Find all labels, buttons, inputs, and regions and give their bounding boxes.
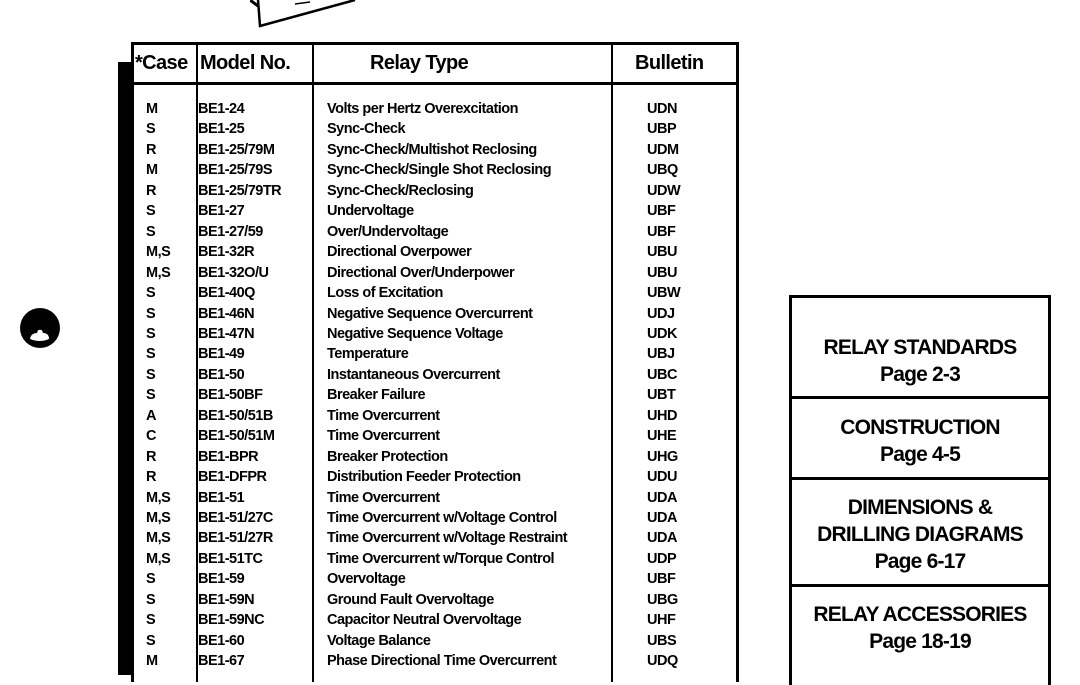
model-cell: BE1-24	[198, 101, 245, 117]
relay-type-cell: Distribution Feeder Protection	[327, 469, 521, 486]
bulletin-cell: UBW	[647, 285, 681, 302]
bulletin-cell: UBF	[647, 223, 676, 240]
relay-type-cell: Time Overcurrent w/Voltage Restraint	[327, 530, 568, 547]
case-cell: S	[146, 632, 156, 649]
table-row	[134, 203, 736, 223]
model-cell: BE1-51TC	[198, 550, 263, 567]
table-row	[134, 285, 736, 305]
model-cell: BE1-51/27C	[198, 510, 273, 526]
case-cell: S	[146, 285, 156, 302]
section-index-panel	[789, 295, 1051, 685]
relay-type-cell: Time Overcurrent w/Torque Control	[327, 550, 555, 567]
relay-type-cell: Time Overcurrent	[327, 428, 440, 445]
model-cell: BE1-27	[198, 203, 245, 220]
relay-type-cell: Time Overcurrent w/Voltage Control	[327, 510, 557, 526]
relay-type-cell: Sync-Check/Reclosing	[327, 182, 474, 199]
bulletin-cell: UBQ	[647, 162, 678, 179]
bulletin-cell: UHF	[647, 612, 676, 629]
model-cell: BE1-46N	[198, 305, 255, 322]
table-row	[134, 101, 736, 121]
table-row	[134, 551, 736, 571]
relay-type-cell: Time Overcurrent	[327, 407, 440, 424]
section-page: Page 2-3	[880, 363, 960, 386]
bulletin-cell: UDA	[647, 510, 677, 526]
table-row	[134, 162, 736, 182]
relay-type-cell: Sync-Check/Multishot Reclosing	[327, 141, 537, 158]
bulletin-cell: UBF	[647, 571, 676, 588]
section-divider	[792, 396, 1048, 399]
case-cell: S	[146, 203, 156, 220]
section-title: RELAY STANDARDS	[823, 336, 1017, 359]
table-row	[134, 346, 736, 366]
model-cell: BE1-32O/U	[198, 264, 269, 281]
model-cell: BE1-40Q	[198, 285, 255, 302]
table-row	[134, 408, 736, 428]
table-row	[134, 633, 736, 653]
model-cell: BE1-50BF	[198, 387, 263, 404]
section-relay-accessories[interactable]	[792, 601, 1048, 655]
relay-type-cell: Instantaneous Overcurrent	[327, 366, 500, 383]
model-cell: BE1-51	[198, 489, 245, 506]
model-cell: BE1-59N	[198, 591, 255, 608]
relay-type-cell: Negative Sequence Overcurrent	[327, 305, 533, 322]
table-row	[134, 183, 736, 203]
case-cell: M	[146, 653, 158, 670]
bulletin-cell: UDQ	[647, 653, 678, 670]
relay-type-cell: Over/Undervoltage	[327, 223, 449, 240]
header-model: Model No.	[200, 52, 291, 74]
case-cell: S	[146, 325, 156, 342]
relay-table	[131, 42, 739, 682]
bulletin-cell: UDM	[647, 141, 679, 158]
relay-type-cell: Time Overcurrent	[327, 489, 440, 506]
case-cell: R	[146, 469, 156, 486]
left-edge-bar	[118, 62, 132, 675]
model-cell: BE1-60	[198, 632, 245, 649]
table-row	[134, 469, 736, 489]
bulletin-cell: UBS	[647, 632, 677, 649]
relay-type-cell: Negative Sequence Voltage	[327, 325, 503, 342]
table-row	[134, 612, 736, 632]
table-row	[134, 653, 736, 673]
bulletin-cell: UDW	[647, 182, 681, 199]
relay-type-cell: Capacitor Neutral Overvoltage	[327, 612, 522, 629]
bulletin-cell: UDN	[647, 101, 677, 117]
model-cell: BE1-50/51M	[198, 428, 275, 445]
relay-type-cell: Breaker Failure	[327, 387, 426, 404]
bulletin-cell: UBJ	[647, 346, 675, 363]
model-cell: BE1-32R	[198, 244, 255, 261]
section-title: CONSTRUCTION	[840, 416, 1000, 439]
header-bulletin: Bulletin	[635, 52, 704, 74]
table-row	[134, 387, 736, 407]
bulletin-cell: UDK	[647, 325, 677, 342]
bulletin-cell: UDJ	[647, 305, 675, 322]
case-cell: S	[146, 346, 156, 363]
table-row	[134, 265, 736, 285]
model-cell: BE1-47N	[198, 325, 255, 342]
bulletin-cell: UHG	[647, 448, 678, 465]
model-cell: BE1-25/79TR	[198, 182, 282, 199]
relay-type-cell: Temperature	[327, 346, 409, 363]
relay-type-cell: Voltage Balance	[327, 632, 431, 649]
table-row	[134, 367, 736, 387]
section-title: RELAY ACCESSORIES	[813, 603, 1027, 626]
relay-type-cell: Undervoltage	[327, 203, 414, 220]
model-cell: BE1-25	[198, 121, 245, 138]
relay-type-cell: Sync-Check/Single Shot Reclosing	[327, 162, 552, 179]
case-cell: S	[146, 223, 156, 240]
relay-type-cell: Loss of Excitation	[327, 285, 443, 302]
model-cell: BE1-50	[198, 366, 245, 383]
relay-type-cell: Sync-Check	[327, 121, 406, 138]
model-cell: BE1-25/79M	[198, 141, 275, 158]
section-dimensions[interactable]	[792, 494, 1048, 575]
bulletin-cell: UDU	[647, 469, 677, 486]
section-page: Page 4-5	[880, 443, 960, 466]
case-cell: M,S	[146, 530, 171, 547]
table-row	[134, 121, 736, 141]
model-cell: BE1-59	[198, 571, 245, 588]
bulletin-cell: UDA	[647, 530, 677, 547]
case-cell: S	[146, 121, 156, 138]
binder-hole-icon	[19, 307, 61, 349]
case-cell: M,S	[146, 510, 171, 526]
case-cell: M,S	[146, 244, 171, 261]
case-cell: M,S	[146, 264, 171, 281]
case-cell: R	[146, 182, 156, 199]
model-cell: BE1-59NC	[198, 612, 265, 629]
model-cell: BE1-67	[198, 653, 245, 670]
bulletin-cell: UBC	[647, 366, 677, 383]
bulletin-cell: UBT	[647, 387, 676, 404]
relay-type-cell: Ground Fault Overvoltage	[327, 591, 494, 608]
bulletin-cell: UDA	[647, 489, 677, 506]
table-row	[134, 326, 736, 346]
case-cell: S	[146, 305, 156, 322]
case-cell: M	[146, 101, 158, 117]
header-case: *Case	[135, 52, 188, 74]
table-row	[134, 428, 736, 448]
bulletin-cell: UBG	[647, 591, 678, 608]
case-cell: S	[146, 571, 156, 588]
model-cell: BE1-50/51B	[198, 407, 273, 424]
section-title-line2: DRILLING DIAGRAMS	[817, 523, 1023, 546]
relay-type-cell: Breaker Protection	[327, 448, 448, 465]
bulletin-cell: UBP	[647, 121, 677, 138]
section-construction[interactable]	[792, 414, 1048, 468]
case-cell: R	[146, 141, 156, 158]
relay-type-cell: Directional Over/Underpower	[327, 264, 515, 281]
table-row	[134, 224, 736, 244]
bulletin-cell: UHE	[647, 428, 677, 445]
relay-type-cell: Directional Overpower	[327, 244, 472, 261]
relay-type-cell: Volts per Hertz Overexcitation	[327, 101, 519, 117]
folded-corner-graphic	[250, 0, 360, 30]
case-cell: S	[146, 366, 156, 383]
table-row	[134, 306, 736, 326]
section-page: Page 18-19	[869, 630, 971, 653]
table-row	[134, 592, 736, 612]
section-relay-standards[interactable]	[792, 334, 1048, 388]
table-row	[134, 142, 736, 162]
case-cell: C	[146, 428, 156, 445]
case-cell: M,S	[146, 489, 171, 506]
case-cell: S	[146, 591, 156, 608]
bulletin-cell: UBU	[647, 244, 677, 261]
model-cell: BE1-DFPR	[198, 469, 267, 486]
bulletin-cell: UBU	[647, 264, 677, 281]
bulletin-cell: UBF	[647, 203, 676, 220]
section-title: DIMENSIONS &	[847, 496, 993, 519]
table-row	[134, 244, 736, 264]
bulletin-cell: UHD	[647, 407, 677, 424]
model-cell: BE1-51/27R	[198, 530, 273, 547]
case-cell: S	[146, 612, 156, 629]
model-cell: BE1-25/79S	[198, 162, 272, 179]
relay-type-cell: Overvoltage	[327, 571, 406, 588]
case-cell: R	[146, 448, 156, 465]
section-divider	[792, 584, 1048, 587]
case-cell: M,S	[146, 550, 171, 567]
header-divider	[134, 82, 736, 85]
model-cell: BE1-27/59	[198, 223, 263, 240]
table-row	[134, 510, 736, 530]
table-row	[134, 490, 736, 510]
table-row	[134, 571, 736, 591]
section-page: Page 6-17	[874, 550, 966, 573]
case-cell: S	[146, 387, 156, 404]
section-divider	[792, 477, 1048, 480]
case-cell: M	[146, 162, 158, 179]
table-row	[134, 449, 736, 469]
table-row	[134, 530, 736, 550]
model-cell: BE1-49	[198, 346, 245, 363]
header-relay-type: Relay Type	[370, 52, 469, 74]
model-cell: BE1-BPR	[198, 448, 259, 465]
relay-type-cell: Phase Directional Time Overcurrent	[327, 653, 557, 670]
bulletin-cell: UDP	[647, 550, 677, 567]
case-cell: A	[146, 407, 156, 424]
